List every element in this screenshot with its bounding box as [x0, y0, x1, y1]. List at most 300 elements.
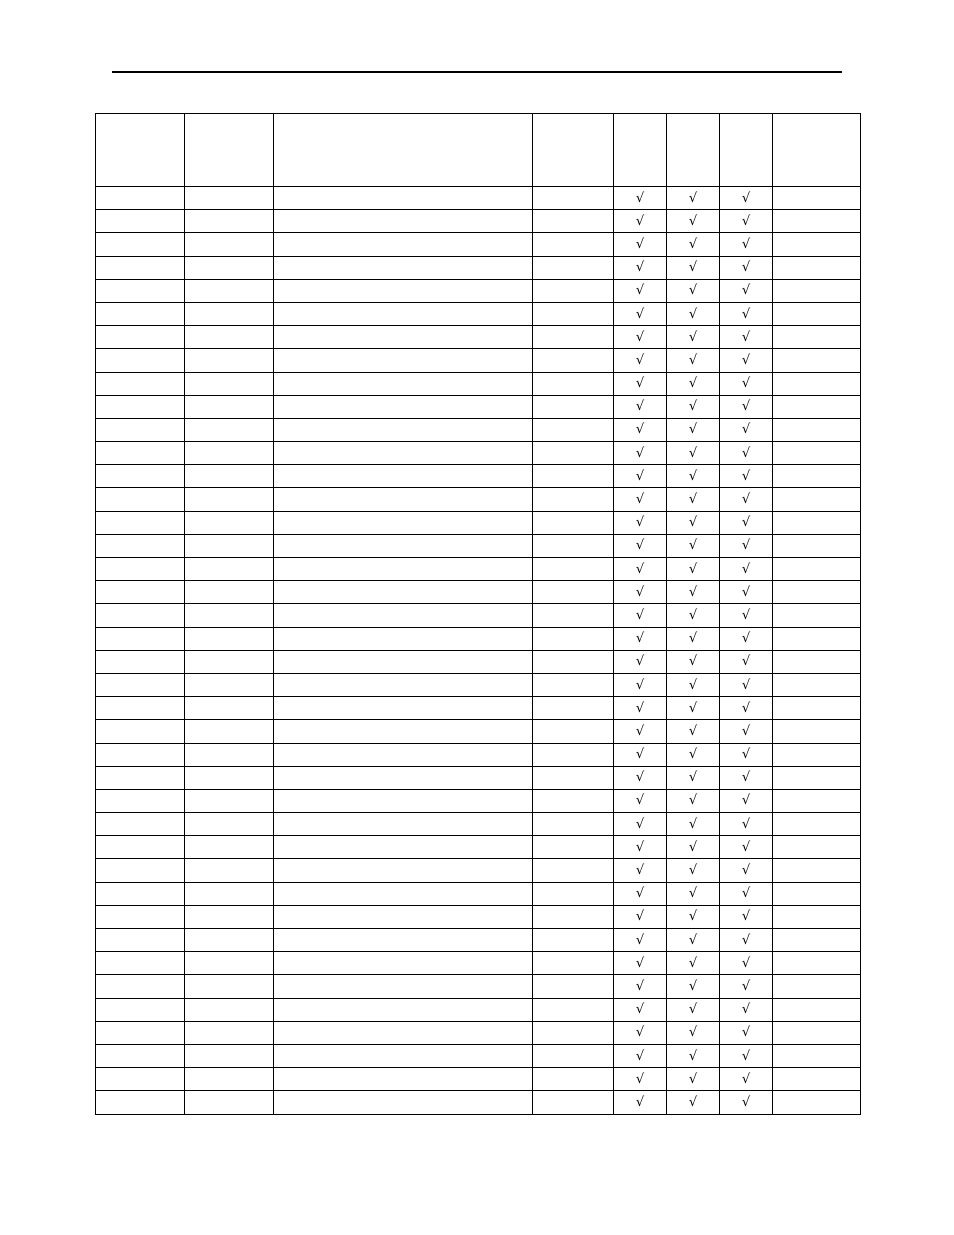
check-cell: √	[720, 210, 773, 233]
table-cell	[274, 1091, 533, 1114]
check-cell: √	[614, 349, 667, 372]
table-row	[96, 813, 861, 836]
check-cell: √	[614, 650, 667, 673]
table-cell	[274, 233, 533, 256]
check-cell: √	[720, 836, 773, 859]
check-cell: √	[720, 558, 773, 581]
check-cell: √	[614, 673, 667, 696]
check-cell: √	[667, 581, 720, 604]
table-cell	[773, 952, 861, 975]
check-cell: √	[614, 766, 667, 789]
table-cell	[773, 372, 861, 395]
check-cell: √	[667, 1021, 720, 1044]
table-cell	[533, 882, 614, 905]
table-cell	[96, 488, 185, 511]
check-cell: √	[720, 187, 773, 210]
checklist-table-container	[95, 113, 860, 1115]
table-cell	[274, 789, 533, 812]
check-cell: √	[614, 233, 667, 256]
check-cell: √	[667, 302, 720, 325]
table-cell	[185, 859, 274, 882]
table-cell	[96, 256, 185, 279]
check-cell: √	[720, 859, 773, 882]
table-row	[96, 581, 861, 604]
check-cell: √	[614, 256, 667, 279]
table-cell	[274, 534, 533, 557]
check-cell: √	[667, 650, 720, 673]
table-cell	[773, 720, 861, 743]
check-cell: √	[667, 187, 720, 210]
table-cell	[533, 465, 614, 488]
table-cell	[185, 929, 274, 952]
check-cell: √	[667, 836, 720, 859]
table-cell	[773, 488, 861, 511]
check-cell: √	[720, 905, 773, 928]
table-cell	[96, 673, 185, 696]
table-cell	[185, 279, 274, 302]
table-row	[96, 1068, 861, 1091]
table-cell	[185, 836, 274, 859]
table-cell	[185, 766, 274, 789]
table-cell	[533, 256, 614, 279]
table-cell	[96, 789, 185, 812]
table-row	[96, 1044, 861, 1067]
table-cell	[274, 720, 533, 743]
check-cell: √	[720, 1044, 773, 1067]
table-cell	[185, 882, 274, 905]
table-cell	[533, 627, 614, 650]
check-cell: √	[614, 372, 667, 395]
check-cell: √	[667, 395, 720, 418]
table-cell	[96, 558, 185, 581]
check-cell: √	[614, 210, 667, 233]
check-cell: √	[720, 720, 773, 743]
check-cell: √	[720, 1021, 773, 1044]
table-cell	[533, 488, 614, 511]
table-row	[96, 697, 861, 720]
table-cell	[773, 929, 861, 952]
table-cell	[274, 418, 533, 441]
table-cell	[185, 210, 274, 233]
check-cell: √	[614, 1021, 667, 1044]
check-cell: √	[667, 673, 720, 696]
table-cell	[96, 349, 185, 372]
check-cell: √	[614, 279, 667, 302]
check-cell: √	[614, 534, 667, 557]
table-cell	[533, 975, 614, 998]
table-cell	[96, 1068, 185, 1091]
table-cell	[96, 720, 185, 743]
table-cell	[185, 256, 274, 279]
table-row	[96, 766, 861, 789]
table-cell	[533, 511, 614, 534]
check-cell: √	[667, 813, 720, 836]
table-cell	[274, 349, 533, 372]
header-rule	[112, 71, 842, 73]
table-cell	[185, 1091, 274, 1114]
table-cell	[185, 418, 274, 441]
table-cell	[533, 349, 614, 372]
check-cell: √	[720, 882, 773, 905]
table-cell	[96, 604, 185, 627]
check-cell: √	[667, 558, 720, 581]
header-cell	[185, 114, 274, 187]
table-cell	[533, 859, 614, 882]
table-cell	[185, 998, 274, 1021]
check-cell: √	[667, 279, 720, 302]
check-cell: √	[614, 905, 667, 928]
table-row	[96, 650, 861, 673]
table-row	[96, 627, 861, 650]
table-cell	[96, 534, 185, 557]
check-cell: √	[667, 511, 720, 534]
table-cell	[533, 581, 614, 604]
table-cell	[533, 233, 614, 256]
table-cell	[773, 998, 861, 1021]
table-cell	[773, 604, 861, 627]
check-cell: √	[614, 929, 667, 952]
check-cell: √	[667, 210, 720, 233]
check-cell: √	[720, 279, 773, 302]
table-cell	[274, 395, 533, 418]
table-cell	[96, 766, 185, 789]
check-cell: √	[667, 789, 720, 812]
header-cell	[720, 114, 773, 187]
check-cell: √	[720, 789, 773, 812]
table-cell	[274, 488, 533, 511]
table-cell	[96, 1091, 185, 1114]
table-cell	[96, 929, 185, 952]
header-cell	[773, 114, 861, 187]
check-cell: √	[614, 511, 667, 534]
table-cell	[96, 882, 185, 905]
check-cell: √	[720, 697, 773, 720]
table-row	[96, 836, 861, 859]
check-cell: √	[614, 488, 667, 511]
check-cell: √	[720, 326, 773, 349]
table-row	[96, 279, 861, 302]
check-cell: √	[614, 326, 667, 349]
header-cell	[667, 114, 720, 187]
table-cell	[185, 442, 274, 465]
table-cell	[96, 233, 185, 256]
check-cell: √	[720, 395, 773, 418]
table-cell	[185, 326, 274, 349]
table-cell	[185, 1044, 274, 1067]
table-cell	[773, 395, 861, 418]
table-cell	[96, 952, 185, 975]
table-cell	[773, 1021, 861, 1044]
table-cell	[274, 256, 533, 279]
table-cell	[96, 279, 185, 302]
check-cell: √	[667, 766, 720, 789]
check-cell: √	[720, 743, 773, 766]
check-cell: √	[667, 372, 720, 395]
table-row	[96, 882, 861, 905]
table-cell	[533, 302, 614, 325]
table-cell	[773, 650, 861, 673]
table-cell	[533, 1021, 614, 1044]
table-cell	[185, 604, 274, 627]
table-cell	[773, 1068, 861, 1091]
table-cell	[533, 697, 614, 720]
check-cell: √	[667, 604, 720, 627]
table-cell	[773, 836, 861, 859]
table-cell	[96, 859, 185, 882]
table-cell	[773, 789, 861, 812]
table-row	[96, 929, 861, 952]
table-cell	[773, 859, 861, 882]
check-cell: √	[667, 975, 720, 998]
table-cell	[274, 859, 533, 882]
check-cell: √	[720, 929, 773, 952]
table-cell	[533, 905, 614, 928]
table-cell	[96, 465, 185, 488]
check-cell: √	[667, 442, 720, 465]
check-cell: √	[720, 442, 773, 465]
table-cell	[533, 720, 614, 743]
table-cell	[533, 372, 614, 395]
table-cell	[274, 372, 533, 395]
table-cell	[274, 929, 533, 952]
table-cell	[185, 720, 274, 743]
table-cell	[96, 743, 185, 766]
check-cell: √	[667, 859, 720, 882]
table-cell	[773, 465, 861, 488]
table-cell	[773, 326, 861, 349]
table-cell	[274, 1044, 533, 1067]
check-cell: √	[667, 882, 720, 905]
table-cell	[533, 673, 614, 696]
table-cell	[274, 1021, 533, 1044]
table-row	[96, 673, 861, 696]
check-cell: √	[720, 233, 773, 256]
table-cell	[773, 534, 861, 557]
table-cell	[185, 534, 274, 557]
checklist-table	[95, 113, 861, 1115]
check-cell: √	[720, 627, 773, 650]
table-cell	[274, 697, 533, 720]
table-cell	[96, 395, 185, 418]
table-cell	[533, 1091, 614, 1114]
table-cell	[773, 418, 861, 441]
table-cell	[274, 511, 533, 534]
table-row	[96, 418, 861, 441]
table-cell	[96, 697, 185, 720]
table-cell	[274, 836, 533, 859]
check-cell: √	[720, 766, 773, 789]
table-cell	[533, 813, 614, 836]
table-cell	[773, 975, 861, 998]
table-cell	[533, 326, 614, 349]
table-cell	[274, 302, 533, 325]
check-cell: √	[720, 534, 773, 557]
check-cell: √	[667, 233, 720, 256]
header-cell	[96, 114, 185, 187]
table-cell	[185, 673, 274, 696]
table-cell	[185, 650, 274, 673]
table-cell	[533, 604, 614, 627]
table-cell	[185, 952, 274, 975]
check-cell: √	[667, 1044, 720, 1067]
table-cell	[773, 813, 861, 836]
table-cell	[773, 187, 861, 210]
table-cell	[773, 697, 861, 720]
table-row	[96, 743, 861, 766]
table-cell	[96, 1021, 185, 1044]
check-cell: √	[614, 465, 667, 488]
table-row	[96, 326, 861, 349]
table-cell	[96, 836, 185, 859]
table-row	[96, 534, 861, 557]
table-cell	[96, 581, 185, 604]
table-cell	[274, 442, 533, 465]
table-cell	[533, 534, 614, 557]
header-cell	[533, 114, 614, 187]
table-cell	[533, 1068, 614, 1091]
table-cell	[533, 395, 614, 418]
check-cell: √	[667, 465, 720, 488]
check-cell: √	[667, 998, 720, 1021]
table-cell	[773, 882, 861, 905]
check-cell: √	[614, 558, 667, 581]
table-cell	[185, 627, 274, 650]
check-cell: √	[667, 326, 720, 349]
table-row	[96, 1021, 861, 1044]
table-row	[96, 233, 861, 256]
check-cell: √	[720, 465, 773, 488]
table-cell	[185, 511, 274, 534]
table-row	[96, 465, 861, 488]
table-row	[96, 1091, 861, 1114]
table-row	[96, 789, 861, 812]
table-cell	[274, 1068, 533, 1091]
table-cell	[96, 372, 185, 395]
table-cell	[96, 998, 185, 1021]
table-row	[96, 442, 861, 465]
table-cell	[533, 952, 614, 975]
check-cell: √	[614, 720, 667, 743]
table-cell	[96, 975, 185, 998]
check-cell: √	[614, 1044, 667, 1067]
check-cell: √	[667, 1091, 720, 1114]
table-cell	[274, 813, 533, 836]
table-cell	[96, 905, 185, 928]
table-cell	[274, 975, 533, 998]
check-cell: √	[667, 534, 720, 557]
table-cell	[533, 766, 614, 789]
table-cell	[185, 743, 274, 766]
check-cell: √	[667, 256, 720, 279]
check-cell: √	[614, 187, 667, 210]
check-cell: √	[614, 998, 667, 1021]
table-cell	[274, 882, 533, 905]
check-cell: √	[614, 418, 667, 441]
table-cell	[96, 511, 185, 534]
table-cell	[274, 952, 533, 975]
table-header-row	[96, 114, 861, 187]
check-cell: √	[614, 743, 667, 766]
check-cell: √	[720, 581, 773, 604]
check-cell: √	[614, 975, 667, 998]
table-cell	[773, 766, 861, 789]
check-cell: √	[667, 349, 720, 372]
table-cell	[773, 627, 861, 650]
table-row	[96, 998, 861, 1021]
check-cell: √	[720, 604, 773, 627]
table-cell	[185, 187, 274, 210]
table-cell	[274, 766, 533, 789]
check-cell: √	[720, 1068, 773, 1091]
table-cell	[773, 442, 861, 465]
check-cell: √	[720, 673, 773, 696]
table-cell	[773, 905, 861, 928]
check-cell: √	[667, 743, 720, 766]
table-cell	[185, 697, 274, 720]
table-row	[96, 256, 861, 279]
table-cell	[274, 326, 533, 349]
check-cell: √	[614, 952, 667, 975]
table-cell	[274, 465, 533, 488]
check-cell: √	[614, 442, 667, 465]
header-cell	[274, 114, 533, 187]
table-cell	[773, 743, 861, 766]
table-cell	[533, 650, 614, 673]
table-cell	[533, 836, 614, 859]
table-cell	[274, 673, 533, 696]
table-cell	[533, 442, 614, 465]
check-cell: √	[614, 836, 667, 859]
table-cell	[96, 302, 185, 325]
table-row	[96, 905, 861, 928]
table-row	[96, 372, 861, 395]
check-cell: √	[720, 349, 773, 372]
table-row	[96, 187, 861, 210]
header-cell	[614, 114, 667, 187]
table-cell	[773, 302, 861, 325]
check-cell: √	[720, 256, 773, 279]
table-cell	[96, 650, 185, 673]
check-cell: √	[720, 952, 773, 975]
check-cell: √	[614, 1091, 667, 1114]
table-cell	[274, 210, 533, 233]
table-row	[96, 604, 861, 627]
table-cell	[274, 627, 533, 650]
table-cell	[185, 233, 274, 256]
table-row	[96, 488, 861, 511]
table-cell	[185, 465, 274, 488]
table-cell	[274, 187, 533, 210]
table-cell	[533, 789, 614, 812]
table-cell	[185, 789, 274, 812]
check-cell: √	[667, 905, 720, 928]
table-cell	[274, 279, 533, 302]
table-cell	[185, 372, 274, 395]
check-cell: √	[614, 859, 667, 882]
table-row	[96, 395, 861, 418]
table-cell	[96, 187, 185, 210]
check-cell: √	[720, 998, 773, 1021]
table-cell	[96, 813, 185, 836]
check-cell: √	[720, 488, 773, 511]
table-row	[96, 511, 861, 534]
table-cell	[185, 302, 274, 325]
table-cell	[533, 929, 614, 952]
check-cell: √	[667, 697, 720, 720]
check-cell: √	[614, 882, 667, 905]
table-cell	[773, 1044, 861, 1067]
table-row	[96, 952, 861, 975]
